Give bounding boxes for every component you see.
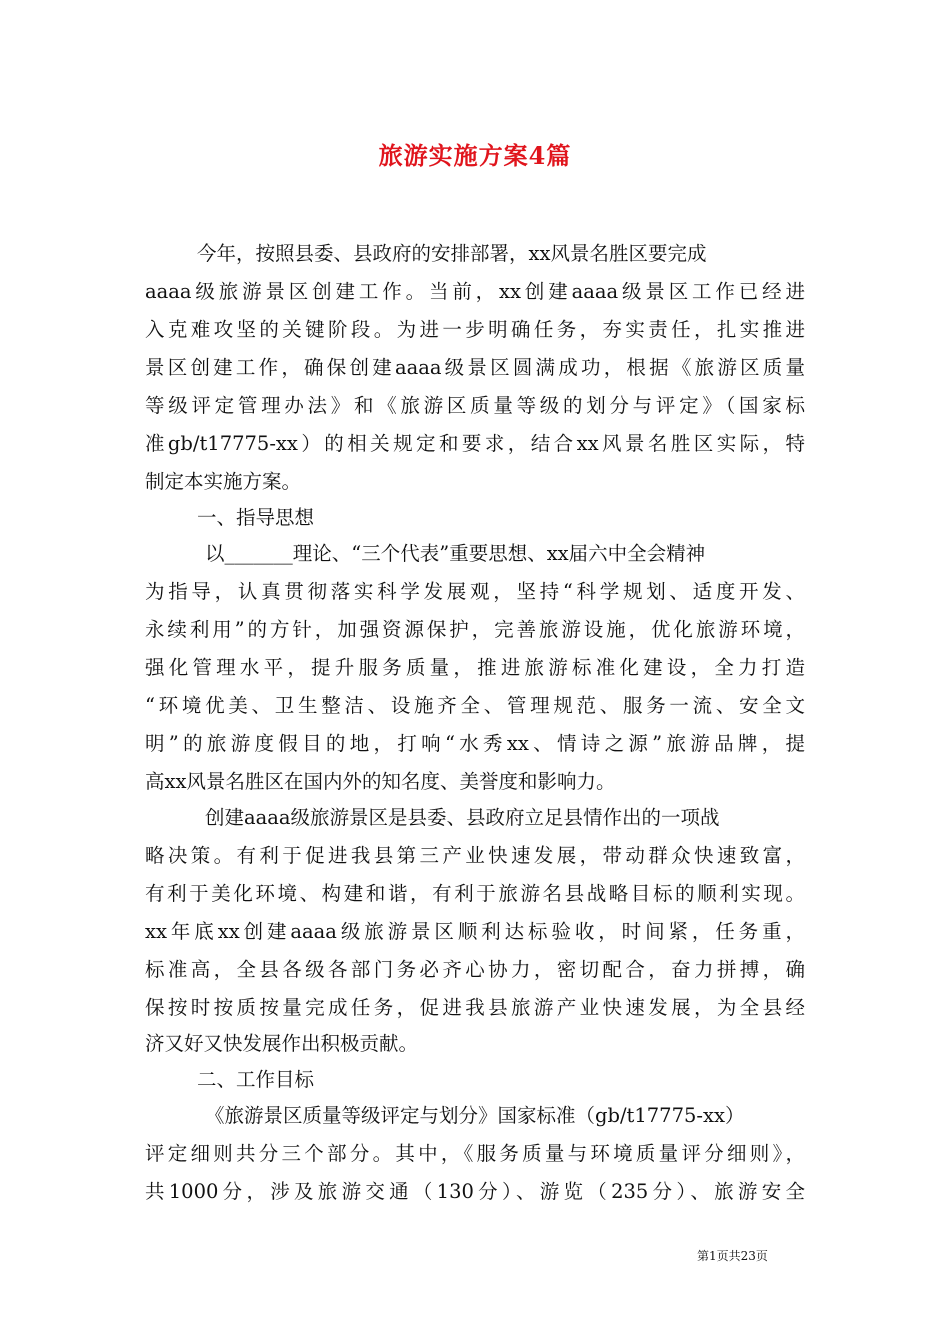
body-line: 为指导，认真贯彻落实科学发展观，坚持“科学规划、适度开发、 <box>145 580 805 603</box>
body-line: “环境优美、卫生整洁、设施齐全、管理规范、服务一流、安全文 <box>145 694 805 717</box>
body-line: 标准高，全县各级各部门务必齐心协力，密切配合，奋力拼搏，确 <box>145 958 805 981</box>
body-line: 《旅游景区质量等级评定与划分》国家标准（gb/t17775-xx） <box>205 1104 745 1127</box>
section-heading: 二、工作目标 <box>197 1068 315 1091</box>
section-heading: 一、指导思想 <box>197 506 315 529</box>
body-line: 强化管理水平，提升服务质量，推进旅游标准化建设，全力打造 <box>145 656 805 679</box>
body-line: 保按时按质按量完成任务，促进我县旅游产业快速发展，为全县经 <box>145 996 805 1019</box>
body-line: aaaa级旅游景区创建工作。当前，xx创建aaaa级景区工作已经进 <box>145 280 805 303</box>
body-line: 高xx风景名胜区在国内外的知名度、美誉度和影响力。 <box>145 770 616 793</box>
body-line: 明”的旅游度假目的地，打响“水秀xx、情诗之源”旅游品牌，提 <box>145 732 805 755</box>
body-line: 评定细则共分三个部分。其中，《服务质量与环境质量评分细则》， <box>145 1142 805 1165</box>
body-line: 以_______理论、“三个代表”重要思想、xx届六中全会精神 <box>205 542 706 565</box>
body-line: 等级评定管理办法》和《旅游区质量等级的划分与评定》（国家标 <box>145 394 805 417</box>
body-line: 济又好又快发展作出积极贡献。 <box>145 1032 419 1055</box>
body-line: 共1000分，涉及旅游交通（130分）、游览（235分）、旅游安全 <box>145 1180 805 1203</box>
document-title: 旅游实施方案4篇 <box>378 141 572 170</box>
body-line: 有利于美化环境、构建和谐，有利于旅游名县战略目标的顺利实现。 <box>145 882 805 905</box>
body-line: 准gb/t17775-xx）的相关规定和要求，结合xx风景名胜区实际，特 <box>145 432 805 455</box>
body-line: 永续利用”的方针，加强资源保护，完善旅游设施，优化旅游环境， <box>145 618 805 641</box>
body-line: xx年底xx创建aaaa级旅游景区顺利达标验收，时间紧，任务重， <box>145 920 805 943</box>
page-number: 第1页共23页 <box>697 1249 768 1263</box>
body-line: 略决策。有利于促进我县第三产业快速发展，带动群众快速致富， <box>145 844 805 867</box>
body-line: 制定本实施方案。 <box>145 470 302 493</box>
body-line: 入克难攻坚的关键阶段。为进一步明确任务，夯实责任，扎实推进 <box>145 318 805 341</box>
body-line: 创建aaaa级旅游景区是县委、县政府立足县情作出的一项战 <box>205 806 720 829</box>
body-line: 景区创建工作，确保创建aaaa级景区圆满成功，根据《旅游区质量 <box>145 356 805 379</box>
body-line: 今年，按照县委、县政府的安排部署，xx风景名胜区要完成 <box>197 242 707 265</box>
